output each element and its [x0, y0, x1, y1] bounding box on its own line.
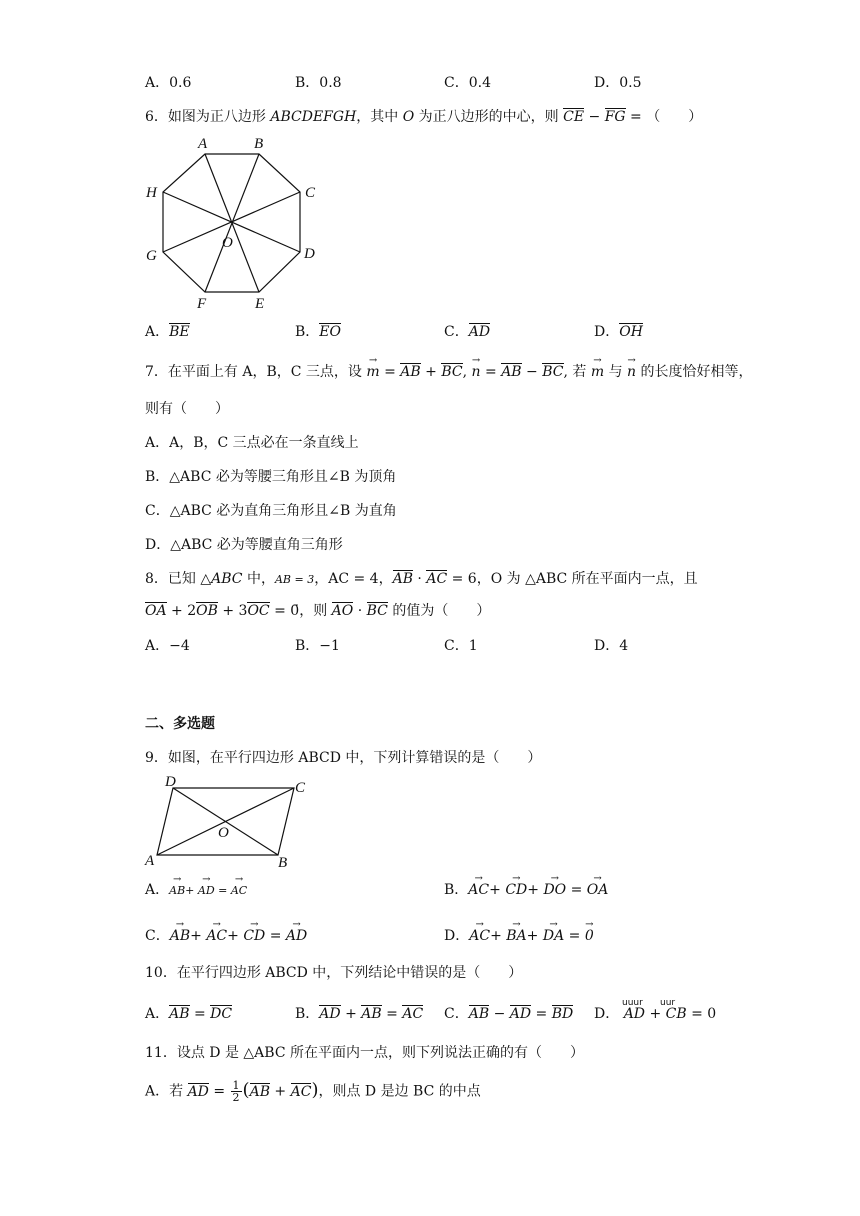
q9-a-vec-ac: → AC: [231, 881, 247, 901]
q6-stem: [145, 107, 702, 127]
q8-stem-line1: [145, 569, 698, 590]
octagon-label-e: E: [255, 296, 265, 312]
q6-option-a: [145, 322, 190, 342]
q8-zhong: 中，: [242, 571, 275, 587]
q8-vec-ob: OB: [196, 603, 218, 619]
parallelogram-figure: [140, 770, 320, 870]
q9-c-vec-ab: → AB: [170, 926, 190, 946]
q11-a-fraction: [231, 1080, 242, 1103]
q9-stem: 9．如图，在平行四边形 ABCD 中，下列计算错误的是（ ）: [145, 750, 542, 766]
parallelogram-label-c: C: [295, 780, 306, 796]
q7-stem-line2: 则有（ ）: [145, 401, 229, 417]
q11-a-vec-ac: AC: [290, 1083, 312, 1100]
q7-option-b: B．△ABC 必为等腰三角形且∠B 为顶角: [145, 469, 397, 485]
q9-c-eq: =: [265, 928, 286, 944]
q10-b-vec-ab: AB: [361, 1006, 382, 1022]
q6-center: O: [402, 109, 415, 125]
octagon-label-d: D: [304, 246, 315, 262]
q7-vec-n: → n: [472, 362, 481, 382]
q7-comma: ,: [462, 364, 472, 380]
q8-dot-eq: = 6，: [447, 571, 491, 587]
q11-a-lparen: (: [242, 1079, 250, 1101]
q8-option-b: B．−1: [295, 638, 340, 654]
q10-c-vec-ad: AD: [509, 1006, 532, 1022]
q9-c-vec-ad: → AD: [286, 926, 307, 946]
q6-option-d-prefix: D．: [594, 324, 620, 340]
q7-vec-bc2: BC: [542, 364, 564, 380]
q5-option-b: B．0.8: [295, 75, 342, 91]
q9-b-vec-cd: → CD: [505, 880, 527, 900]
q6-option-c-vec: AD: [468, 324, 491, 340]
q6-tail: = （ ）: [625, 109, 703, 125]
octagon-figure: [140, 132, 330, 312]
q7-yu: 与: [604, 364, 628, 380]
q10-c-eq: =: [531, 1006, 552, 1022]
q10-a-vec-dc: DC: [210, 1006, 233, 1022]
q8-dot2: ·: [353, 603, 367, 619]
q9-a-vec-ad: → AD: [198, 881, 215, 901]
q6-stem-pre: 6．如图为正八边形: [145, 109, 271, 125]
q8-plus-2: + 2: [166, 603, 197, 619]
q9-option-d: [444, 926, 594, 946]
q6-option-a-vec: BE: [169, 324, 190, 340]
q6-option-b-vec: EO: [319, 324, 341, 340]
q8-vec-ao: AO: [331, 603, 354, 619]
q10-d-glitch-1: uuur: [622, 998, 643, 1008]
q6-option-d: [594, 322, 643, 342]
q7-vec-m: → m: [366, 362, 379, 382]
q10-b-eq: =: [381, 1006, 403, 1022]
q9-a-eq: =: [214, 884, 231, 897]
q11-a-vec-ab: AB: [249, 1083, 270, 1100]
q11-option-a: [145, 1080, 481, 1103]
q9-c-plus1: +: [190, 928, 207, 944]
q10-c-vec-ab: AB: [468, 1006, 490, 1022]
q9-option-c-prefix: C．: [145, 928, 170, 944]
q8-zero-vector: = 0̄: [269, 603, 300, 619]
octagon-label-c: C: [305, 185, 316, 201]
q11-stem: 11．设点 D 是 △ABC 所在平面内一点，则下列说法正确的有（ ）: [145, 1045, 584, 1061]
q7-eq2: =: [480, 364, 502, 380]
q9-a-vec-ab: → AB: [169, 881, 185, 901]
parallelogram-label-a: A: [145, 853, 155, 869]
q11-a-frac-den: 2: [232, 1091, 240, 1104]
q8-o-text: O 为 △ABC 所在平面内一点，且: [490, 571, 698, 587]
q8-option-a: A．−4: [145, 638, 190, 654]
parallelogram-label-d: D: [165, 774, 176, 790]
q8-ab-length: AB = 3: [274, 573, 315, 586]
q10-c-minus: −: [489, 1006, 510, 1022]
q8-stem-line2: [145, 601, 490, 621]
q10-option-b: [295, 1004, 423, 1024]
q9-option-a-prefix: A．: [145, 882, 170, 898]
q10-d-plus: +: [645, 1006, 666, 1022]
q6-option-b-prefix: B．: [295, 324, 320, 340]
q10-option-a-prefix: A．: [145, 1006, 170, 1022]
octagon-label-o: O: [222, 235, 233, 251]
q6-option-a-prefix: A．: [145, 324, 170, 340]
q10-b-vec-ac: AC: [402, 1006, 424, 1022]
q7-vec-m2: → m: [591, 362, 604, 382]
q6-option-d-vec: OH: [619, 324, 643, 340]
q11-a-frac-num: 1: [232, 1079, 240, 1092]
q10-d-vec-ad: AD: [623, 1006, 646, 1022]
q10-option-d: [594, 998, 717, 1024]
q6-option-c: [444, 322, 490, 342]
q6-vec-ce: CE: [563, 109, 585, 125]
q8-dot: ·: [412, 571, 427, 587]
q10-d-eq-zero: = 0: [686, 1006, 717, 1022]
octagon-label-b: B: [254, 136, 264, 152]
q7-option-d: D．△ABC 必为等腰直角三角形: [145, 537, 343, 553]
q6-option-b: [295, 322, 341, 342]
q7-vec-bc: BC: [441, 364, 463, 380]
q5-option-c: C．0.4: [444, 75, 491, 91]
q9-b-eq: =: [566, 882, 587, 898]
q11-a-rparen: ): [311, 1079, 319, 1101]
q8-then: ，则: [299, 603, 332, 619]
q8-vec-oc: OC: [247, 603, 270, 619]
q9-d-plus1: +: [490, 928, 507, 944]
q9-d-vec-ba: → BA: [506, 926, 526, 946]
q9-option-d-prefix: D．: [444, 928, 470, 944]
octagon-label-a: A: [198, 136, 208, 152]
q8-vec-ac: AC: [426, 571, 448, 587]
q10-a-eq: =: [189, 1006, 211, 1022]
q9-d-eq: =: [564, 928, 585, 944]
q11-a-post: ，则点 D 是边 BC 的中点: [318, 1083, 481, 1100]
q9-c-plus2: +: [227, 928, 244, 944]
q9-a-plus: +: [185, 884, 198, 897]
q9-b-vec-do: → DO: [543, 880, 566, 900]
q9-d-vec-da: → DA: [543, 926, 564, 946]
q7-tail: 的长度恰好相等，: [636, 364, 753, 380]
q9-option-c: [145, 926, 307, 946]
q7-vec-n2: → n: [627, 362, 636, 382]
q8-tail: 的值为（ ）: [387, 603, 491, 619]
q8-option-d: D．4: [594, 638, 629, 654]
q8-stem-pre: 8．已知: [145, 571, 201, 587]
q9-b-vec-ac: → AC: [468, 880, 489, 900]
q9-d-vec-zero: → 0: [585, 926, 594, 946]
q7-stem-line1: [145, 362, 753, 382]
octagon-label-f: F: [197, 296, 207, 312]
q9-option-b-prefix: B．: [444, 882, 469, 898]
q7-vec-ab: AB: [400, 364, 421, 380]
q8-plus-3: + 3: [217, 603, 248, 619]
q11-a-plus: +: [269, 1083, 291, 1100]
q10-stem: 10．在平行四边形 ABCD 中，下列结论中错误的是（ ）: [145, 965, 523, 981]
q5-option-a: A．0.6: [145, 75, 192, 91]
q7-option-c: C．△ABC 必为直角三角形且∠B 为直角: [145, 503, 397, 519]
q9-d-vec-ac: → AC: [469, 926, 490, 946]
parallelogram-label-b: B: [278, 855, 288, 870]
q11-a-eq: =: [208, 1083, 230, 1100]
octagon-label-h: H: [146, 185, 157, 201]
q6-octagon-name: ABCDEFGH: [270, 109, 357, 125]
q6-minus: −: [584, 109, 605, 125]
q9-option-b: [444, 880, 608, 900]
q10-option-a: [145, 1004, 232, 1024]
q9-b-plus2: +: [527, 882, 544, 898]
q9-d-plus2: +: [526, 928, 543, 944]
q5-option-d: D．0.5: [594, 75, 642, 91]
q10-a-vec-ab: AB: [169, 1006, 190, 1022]
q7-post: , 若: [563, 364, 591, 380]
q8-vec-bc: BC: [366, 603, 388, 619]
q8-triangle: △ABC: [200, 571, 243, 587]
q9-b-vec-oa: → OA: [587, 880, 609, 900]
q9-option-a: [145, 880, 247, 901]
q6-stem-post: 为正八边形的中心，则: [414, 109, 564, 125]
q7-vec-ab2: AB: [501, 364, 522, 380]
q11-a-vec-ad: AD: [187, 1083, 209, 1100]
q11-a-pre: A．若: [145, 1083, 188, 1100]
q10-b-plus: +: [340, 1006, 362, 1022]
section-heading-multi-choice: 二、多选题: [145, 716, 215, 732]
q10-b-vec-ad: AD: [319, 1006, 341, 1022]
q6-stem-mid: ，其中: [356, 109, 403, 125]
q9-b-plus1: +: [489, 882, 506, 898]
q10-d-vec-cb: CB: [665, 1006, 687, 1022]
q9-c-vec-cd: → CD: [243, 926, 265, 946]
q7-minus: −: [521, 364, 543, 380]
q10-option-b-prefix: B．: [295, 1006, 320, 1022]
q6-option-c-prefix: C．: [444, 324, 469, 340]
q8-ac-length: ，AC = 4，: [314, 571, 393, 587]
q10-d-glitch-2: uur: [660, 998, 676, 1008]
q8-option-c: C．1: [444, 638, 478, 654]
q10-option-c-prefix: C．: [444, 1006, 469, 1022]
parallelogram-label-o: O: [218, 825, 229, 841]
octagon-label-g: G: [146, 248, 157, 264]
q7-option-a: A．A，B，C 三点必在一条直线上: [145, 435, 359, 451]
q6-vec-fg: FG: [604, 109, 626, 125]
q7-stem-pre: 7．在平面上有 A，B，C 三点，设: [145, 364, 367, 380]
q7-eq: =: [379, 364, 401, 380]
q7-plus: +: [420, 364, 442, 380]
q10-option-d-prefix: D．: [594, 1006, 620, 1022]
q10-option-c: [444, 1004, 573, 1024]
q10-c-vec-bd: BD: [551, 1006, 574, 1022]
q9-c-vec-ac: → AC: [206, 926, 227, 946]
q8-vec-oa: OA: [145, 603, 167, 619]
q8-vec-ab: AB: [392, 571, 413, 587]
